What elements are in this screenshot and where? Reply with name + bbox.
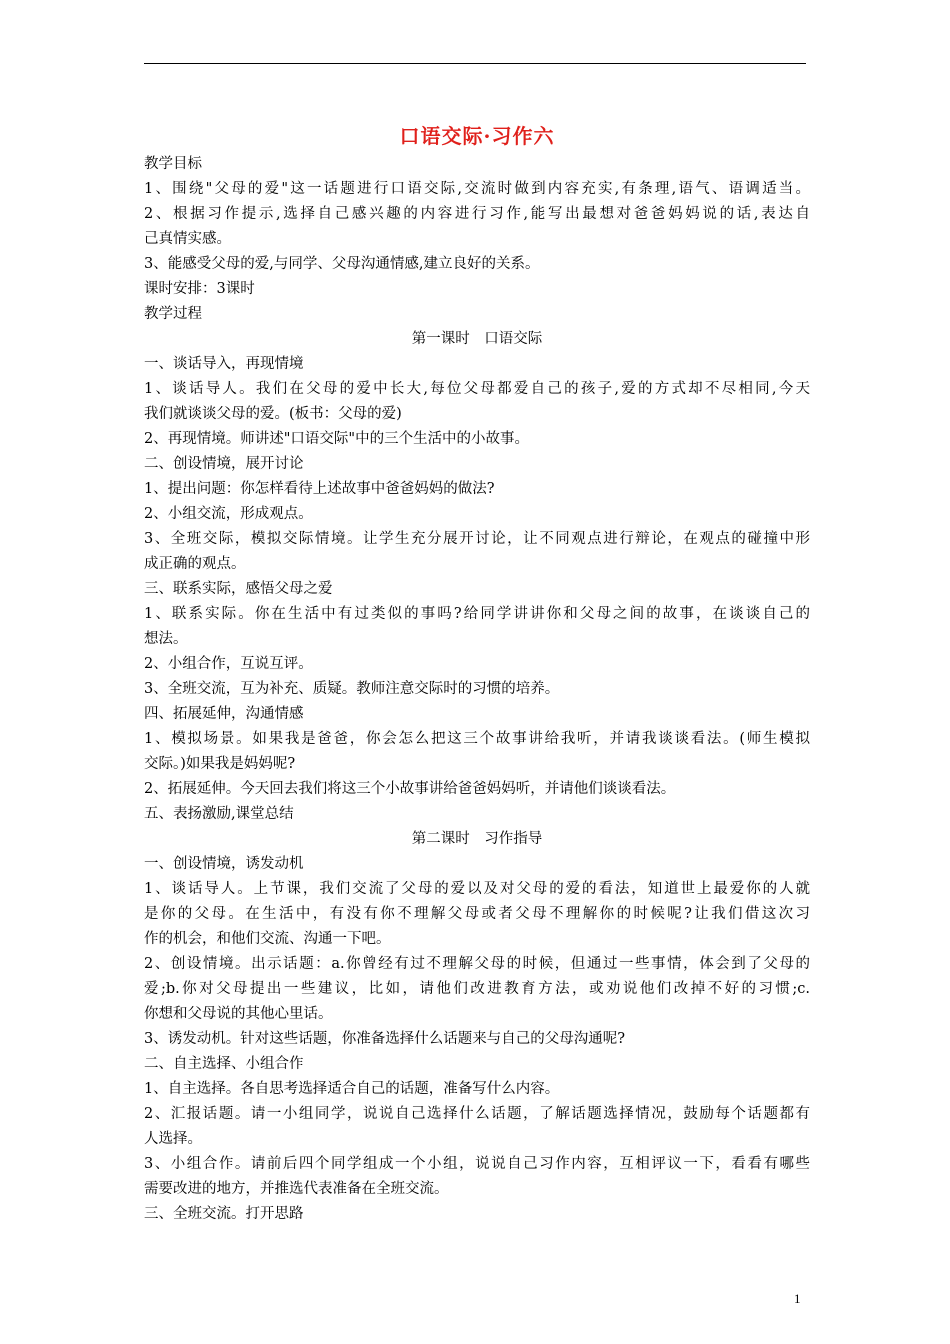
document-body <box>144 152 810 1227</box>
text-line: 需要改进的地方，并推选代表准备在全班交流。 <box>144 1181 449 1197</box>
text-line: 爱;b.你对父母提出一些建议，比如，请他们改进教育方法，或劝说他们改掉不好的习惯;c. <box>144 981 810 997</box>
text-line: 3、小组合作。请前后四个同学组成一个小组，说说自己习作内容，互相评议一下，看看有哪些 <box>144 1156 810 1172</box>
text-line: 一、谈话导入，再现情境 <box>144 356 304 372</box>
text-line: 三、联系实际，感悟父母之爱 <box>144 581 333 597</box>
text-line: 3、全班交际，模拟交际情境。让学生充分展开讨论，让不同观点进行辩论，在观点的碰撞中形 <box>144 531 810 547</box>
text-line: 1、自主选择。各自思考选择适合自己的话题，准备写什么内容。 <box>144 1081 560 1097</box>
text-line: 二、创设情境，展开讨论 <box>144 456 304 472</box>
text-line: 作的机会，和他们交流、沟通一下吧。 <box>144 931 391 947</box>
text-line: 一、创设情境，诱发动机 <box>144 856 304 872</box>
text-line: 想法。 <box>144 631 188 647</box>
text-line: 四、拓展延伸，沟通情感 <box>144 706 304 722</box>
text-line: 3、全班交流，互为补充、质疑。教师注意交际时的习惯的培养。 <box>144 681 560 697</box>
text-line: 1、围绕"父母的爱"这一话题进行口语交际,交流时做到内容充实,有条理,语气、语调适当。 <box>144 181 810 197</box>
text-line: 交际。)如果我是妈妈呢? <box>144 756 296 772</box>
text-line: 人选择。 <box>144 1131 202 1147</box>
text-line: 五、表扬激励,课堂总结 <box>144 806 294 822</box>
text-line: 教学目标 <box>144 156 202 172</box>
document-page <box>144 120 810 1227</box>
text-line: 2、汇报话题。请一小组同学，说说自己选择什么话题，了解话题选择情况，鼓励每个话题都有 <box>144 1106 810 1122</box>
text-line: 教学过程 <box>144 306 202 322</box>
text-line: 己真情实感。 <box>144 231 231 247</box>
text-line: 3、能感受父母的爱,与同学、父母沟通情感,建立良好的关系。 <box>144 256 540 272</box>
text-line: 2、小组合作，互说互评。 <box>144 656 313 672</box>
text-line: 1、谈话导人。我们在父母的爱中长大,每位父母都爱自己的孩子,爱的方式却不尽相同,今天 <box>144 381 810 397</box>
text-line: 我们就谈谈父母的爱。(板书：父母的爱) <box>144 406 402 422</box>
text-line: 你想和父母说的其他心里话。 <box>144 1006 333 1022</box>
text-line: 二、自主选择、小组合作 <box>144 1056 304 1072</box>
text-line: 1、联系实际。你在生活中有过类似的事吗?给同学讲讲你和父母之间的故事，在谈谈自己的 <box>144 606 810 622</box>
text-line: 是你的父母。在生活中，有没有你不理解父母或者父母不理解你的时候呢?让我们借这次习 <box>144 906 810 922</box>
text-line: 2、小组交流，形成观点。 <box>144 506 313 522</box>
text-line: 课时安排：3课时 <box>144 281 255 297</box>
text-line: 1、模拟场景。如果我是爸爸，你会怎么把这三个故事讲给我听，并请我谈谈看法。(师生模拟 <box>144 731 810 747</box>
text-line: 1、谈话导人。上节课，我们交流了父母的爱以及对父母的爱的看法，知道世上最爱你的人就 <box>144 881 810 897</box>
text-line: 成正确的观点。 <box>144 556 246 572</box>
text-line: 三、全班交流。打开思路 <box>144 1206 304 1222</box>
header-rule <box>144 63 806 64</box>
text-line: 2、创设情境。出示话题：a.你曾经有过不理解父母的时候，但通过一些事情，体会到了父母的 <box>144 956 810 972</box>
text-line: 2、根据习作提示,选择自己感兴趣的内容进行习作,能写出最想对爸爸妈妈说的话,表达自 <box>144 206 810 222</box>
page-number: 1 <box>794 1291 801 1306</box>
section-heading: 第一课时 口语交际 <box>411 331 543 347</box>
text-line: 3、诱发动机。针对这些话题，你准备选择什么话题来与自己的父母沟通呢? <box>144 1031 625 1047</box>
document-title: 口语交际·习作六 <box>399 124 555 148</box>
section-heading: 第二课时 习作指导 <box>411 831 543 847</box>
text-line: 2、拓展延伸。今天回去我们将这三个小故事讲给爸爸妈妈听，并请他们谈谈看法。 <box>144 781 676 797</box>
text-line: 2、再现情境。师讲述"口语交际"中的三个生活中的小故事。 <box>144 431 530 447</box>
text-line: 1、提出问题：你怎样看待上述故事中爸爸妈妈的做法? <box>144 481 495 497</box>
